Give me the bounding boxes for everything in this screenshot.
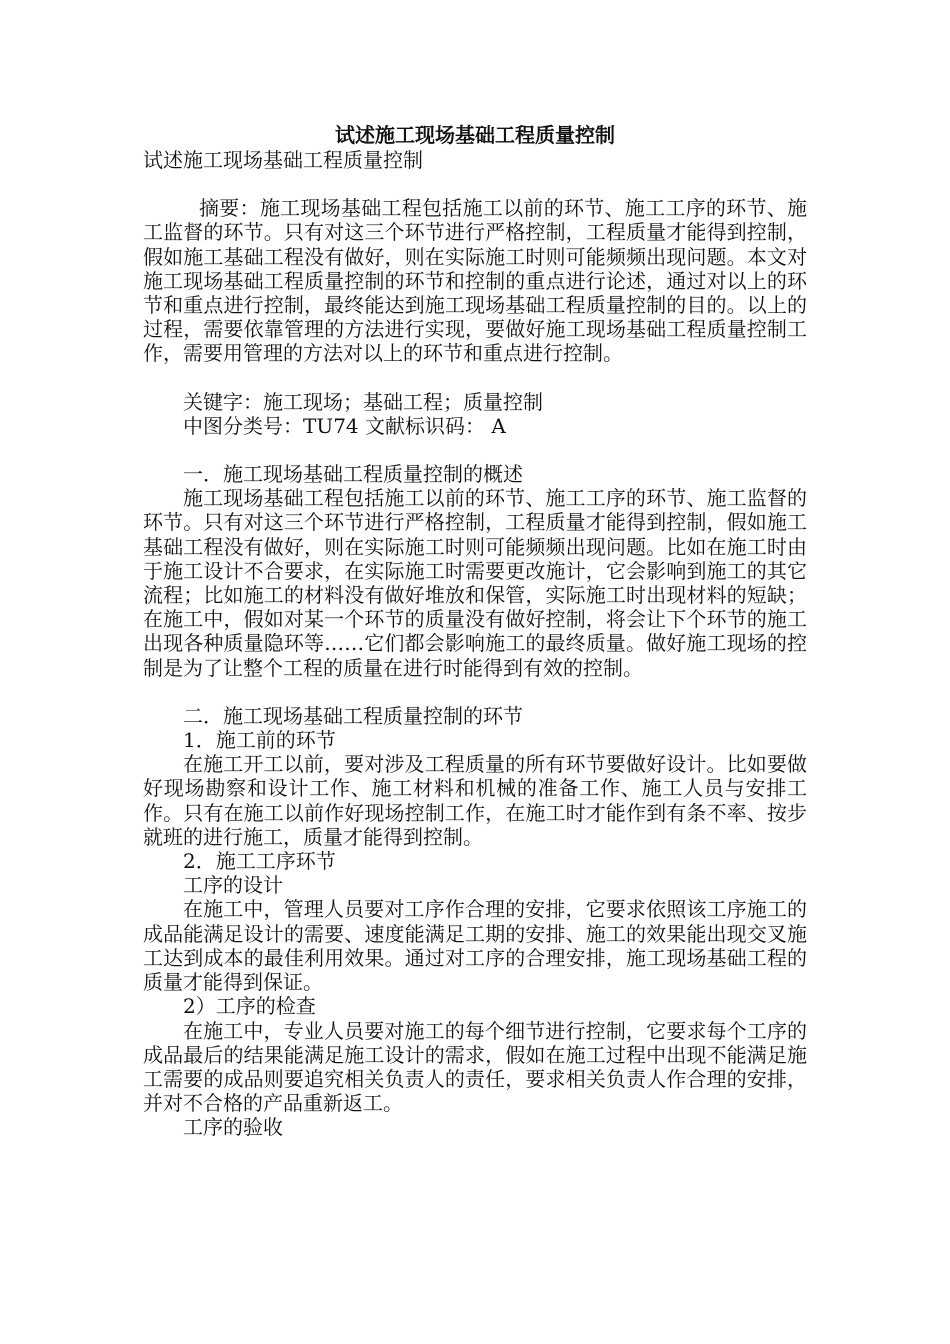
- section2-sub1-heading: 1．施工前的环节: [183, 728, 336, 753]
- item2-heading: 2）工序的检查: [183, 994, 316, 1019]
- document-page: [143, 122, 807, 1140]
- spacer: [143, 438, 807, 462]
- item2-body: 在施工中，专业人员要对施工的每个细节进行控制，它要求每个工序的成品最后的结果能满足施工设计的需求，假如在施工过程中出现不能满足施工需要的成品则要追究相关负责人的责任，要求相关负责人作合理的安排，并对不合格的产品重新返工。: [143, 1018, 807, 1116]
- document-title: 试述施工现场基础工程质量控制: [335, 123, 615, 147]
- document-subtitle: 试述施工现场基础工程质量控制: [143, 148, 423, 172]
- spacer: [143, 680, 807, 704]
- abstract-paragraph: 摘要：施工现场基础工程包括施工以前的环节、施工工序的环节、施工监督的环节。只有对这三个环节进行严格控制，工程质量才能得到控制，假如施工基础工程没有做好，则在实际施工时则可能频频出现问题。本文对施工现场基础工程质量控制的环节和控制的重点进行论述，通过对以上的环节和重点进行控制，最终能达到施工现场基础工程质量控制的目的。以上的过程，需要依靠管理的方法进行实现，要做好施工现场基础工程质量控制工作，需要用管理的方法对以上的环节和重点进行控制。: [143, 196, 807, 366]
- section2-heading: 二．施工现场基础工程质量控制的环节: [183, 703, 523, 728]
- section1-body: 施工现场基础工程包括施工以前的环节、施工工序的环节、施工监督的环节。只有对这三个环节进行严格控制，工程质量才能得到控制，假如施工基础工程没有做好，则在实际施工时则可能频频出现问题。比如在施工时由于施工设计不合要求，在实际施工时需要更改施计，它会影响到施工的其它流程；比如施工的材料没有做好堆放和保管，实际施工时出现材料的短缺；在施工中，假如对某一个环节的质量没有做好控制，将会让下个环节的施工出现各种质量隐环等……它们都会影响施工的最终质量。做好施工现场的控制是为了让整个工程的质量在进行时能得到有效的控制。: [143, 486, 807, 680]
- item1-heading: 工序的设计: [183, 873, 283, 898]
- item1-body: 在施工中，管理人员要对工序作合理的安排，它要求依照该工序施工的成品能满足设计的需要、速度能满足工期的安排、施工的效果能出现交叉施工达到成本的最佳利用效果。通过对工序的合理安排，施工现场基础工程的质量才能得到保证。: [143, 897, 807, 995]
- spacer: [143, 366, 807, 390]
- section2-sub1-body: 在施工开工以前，要对涉及工程质量的所有环节要做好设计。比如要做好现场勘察和设计工作、施工材料和机械的准备工作、施工人员与安排工作。只有在施工以前作好现场控制工作，在施工时才能作到有条不率、按步就班的进行施工，质量才能得到控制。: [143, 752, 807, 849]
- keywords-line: 关键字：施工现场；基础工程；质量控制: [183, 389, 543, 414]
- spacer: [143, 172, 807, 196]
- classification-line: 中图分类号：TU74 文献标识码： A: [183, 413, 506, 438]
- item3-heading: 工序的验收: [183, 1115, 283, 1140]
- section1-heading: 一．施工现场基础工程质量控制的概述: [183, 462, 523, 487]
- section2-sub2-heading: 2．施工工序环节: [183, 849, 336, 874]
